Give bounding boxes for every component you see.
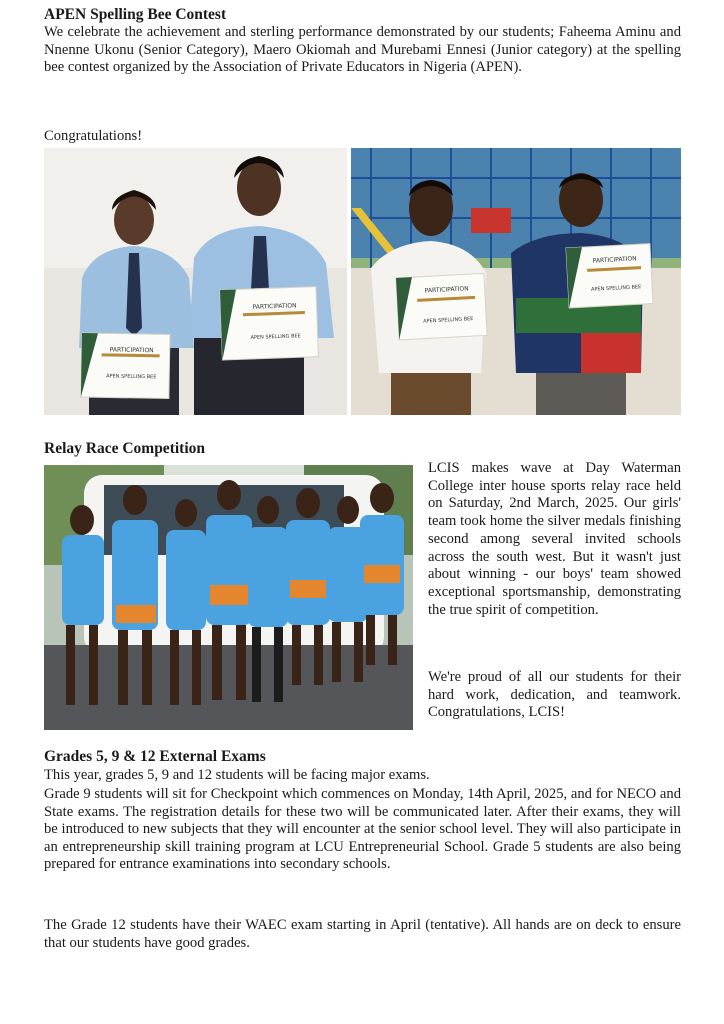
exams-heading: Grades 5, 9 & 12 External Exams — [44, 748, 266, 765]
relay-heading: Relay Race Competition — [44, 440, 205, 457]
certificate-event-text: APEN SPELLING BEE — [423, 316, 474, 325]
certificate-title-text: PARTICIPATION — [424, 285, 469, 295]
certificate-event-text: APEN SPELLING BEE — [106, 373, 157, 381]
spelling-bee-heading: APEN Spelling Bee Contest — [44, 6, 227, 23]
certificate-event-text: APEN SPELLING BEE — [590, 284, 642, 293]
relay-para-1: LCIS makes wave at Day Waterman College inter house sports relay race held on Saturday, 2nd March, 2025. Our girls' team took home the silver medals finishing second among several invited schools across the south west. But it wasn't just about winning - our boys' team showed exceptional sportsmanship, demonstrating the true spirit of competition. — [428, 460, 681, 618]
exams-para-2: Grade 9 students will sit for Checkpoint which commences on Monday, 14th April, 2025, and for NECO and State exams. The registration details for these two will be communicated later. After their exams, they will be introduced to new subjects that they will encounter at the senior school level. They will also participate in an entrepreneurship skill training program at LCU Entrepreneurial School. Grade 5 students are also being prepared for entrance examinations into secondary schools. — [44, 786, 681, 872]
exams-para-3: The Grade 12 students have their WAEC exam starting in April (tentative). All hands are on deck to ensure that our students have good grades. — [44, 917, 681, 951]
certificate-event-text: APEN SPELLING BEE — [250, 333, 301, 341]
certificate-title-text: PARTICIPATION — [252, 302, 297, 311]
junior-winners-photo — [351, 148, 681, 415]
relay-para-2: We're proud of all our students for their hard work, dedication, and teamwork. Congratulations, LCIS! — [428, 669, 681, 721]
spelling-bee-body: We celebrate the achievement and sterling performance demonstrated by our students; Faheema Aminu and Nnenne Ukonu (Senior Category), Maero Okiomah and Murebami Ennesi (Junior category) at the spelling bee contest organized by the Association of Private Educators in Nigeria (APEN). — [44, 24, 681, 75]
spelling-bee-congrats: Congratulations! — [44, 128, 143, 144]
certificate-title-text: PARTICIPATION — [109, 346, 154, 355]
exams-para-1: This year, grades 5, 9 and 12 students will be facing major exams. — [44, 767, 430, 783]
senior-winners-photo — [44, 148, 347, 415]
certificate-title-text: PARTICIPATION — [592, 255, 637, 265]
relay-team-photo — [44, 465, 413, 730]
